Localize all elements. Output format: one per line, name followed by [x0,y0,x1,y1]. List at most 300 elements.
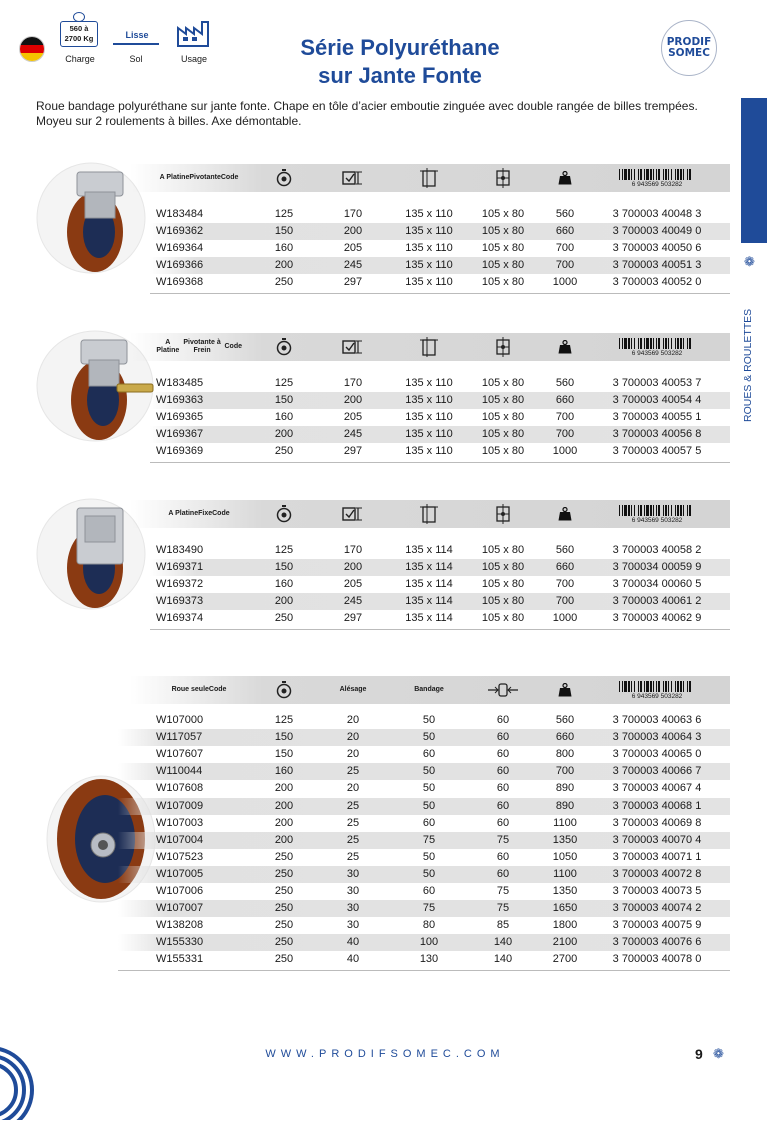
tread-width: 60 [422,885,436,897]
bore-diameter: 40 [346,953,360,966]
wheel-diameter: 150 [274,394,294,407]
hole-spacing: 105 x 80 [481,242,525,255]
column-header-code [156,500,242,528]
load-capacity: 1000 [552,612,578,625]
axle-length: 60 [496,714,510,726]
header-label-line: A Platine [156,339,180,354]
ean-barcode: 3 700003 40074 2 [612,902,702,915]
product-code[interactable]: W107003 [156,816,204,829]
ean-barcode: 3 700003 40048 3 [612,208,702,220]
table-row [118,883,730,900]
axle-length: 140 [493,953,513,966]
load-capacity: 2100 [552,936,578,949]
plate-size-icon [392,164,466,192]
plate-size: 135 x 110 [405,208,453,220]
wheel-diameter: 250 [274,445,294,458]
sidebar-tab [741,98,767,243]
header-label-line: Code [224,343,242,350]
total-height: 297 [343,612,363,625]
table-bottom-rule [150,629,730,630]
load-capacity: 1000 [552,276,578,289]
table-row [150,559,730,576]
wheel-diameter: 150 [274,225,294,238]
axle-length: 75 [496,885,510,897]
total-height: 297 [343,276,363,289]
load-capacity: 700 [555,578,575,591]
plate-size: 135 x 110 [405,445,453,458]
load-capacity: 1000 [552,445,578,458]
axle-length: 60 [496,867,510,880]
product-code[interactable]: W183484 [156,208,204,220]
tread-width: 75 [422,902,436,915]
axle-length: 60 [496,850,510,863]
wheel-diameter: 200 [274,595,294,608]
table-row [150,593,730,610]
bore-diameter: 20 [346,782,360,795]
hole-spacing: 105 x 80 [481,561,525,574]
table-row [118,798,730,815]
bore-diameter: 25 [346,816,360,829]
wheel-diameter: 250 [274,276,294,289]
wheel-diameter: 250 [274,885,294,897]
tread-width: 60 [422,748,436,761]
wheel-diameter: 160 [274,578,294,591]
ean-barcode: 3 700003 40050 6 [612,242,702,255]
wheel-diameter: 160 [274,765,294,778]
hole-spacing: 105 x 80 [481,544,525,556]
plate-size: 135 x 110 [405,377,453,389]
table-bottom-rule [150,293,730,294]
ean-barcode: 3 700003 40075 9 [612,919,702,932]
hole-spacing: 105 x 80 [481,208,525,220]
wheel-diameter: 125 [274,544,294,556]
hole-spacing: 105 x 80 [481,428,525,441]
plate-size: 135 x 110 [405,225,453,238]
table-row [150,392,730,409]
header-label-line: Code [208,686,227,693]
product-code[interactable]: W169367 [156,428,204,441]
ean-barcode: 3 700003 40054 4 [612,394,702,407]
bore-diameter: 30 [346,902,360,915]
load-capacity: 700 [555,595,575,608]
product-code[interactable]: W107006 [156,885,204,897]
hole-spacing: 105 x 80 [481,259,525,272]
wheel-diameter: 150 [274,731,294,744]
tread-width: 50 [422,782,436,795]
load-capacity: 560 [555,208,575,220]
table-row [118,780,730,797]
product-code[interactable]: W169362 [156,225,204,238]
product-code[interactable]: W107004 [156,833,204,846]
table-row [118,934,730,951]
ean-barcode: 3 700003 40051 3 [612,259,702,272]
table-row [118,900,730,917]
axle-length: 60 [496,816,510,829]
table-row [118,815,730,832]
header-label-line: Fixe [198,510,213,517]
ean-barcode: 3 700003 40061 2 [612,595,702,608]
wheel-diameter-icon [258,676,310,704]
total-height: 205 [343,411,363,424]
ean-barcode: 3 700003 40066 7 [612,765,702,778]
wheel-diameter: 160 [274,411,294,424]
plate-size: 135 x 110 [405,394,453,407]
table-row [150,443,730,460]
load-capacity: 700 [555,765,575,778]
bore-diameter: 30 [346,885,360,897]
product-code[interactable]: W107523 [156,850,204,863]
header-label-line: Roue seule [171,686,209,693]
load-capacity: 1350 [552,833,578,846]
ean-barcode: 3 700003 40056 8 [612,428,702,441]
plate-size: 135 x 110 [405,276,453,289]
table-row [150,223,730,240]
tread-width: 50 [422,714,436,726]
total-height: 245 [343,259,363,272]
table-header-band [130,676,730,704]
plate-size: 135 x 110 [405,242,453,255]
wheel-diameter-icon [258,164,310,192]
tread-width: 50 [422,765,436,778]
table-row [118,951,730,968]
product-code[interactable]: W169374 [156,612,204,625]
axle-length: 60 [496,748,510,761]
plate-size: 135 x 110 [405,411,453,424]
ean-barcode: 3 700003 40052 0 [612,276,702,289]
tread-width: 50 [422,850,436,863]
product-code[interactable]: W183485 [156,377,204,389]
ean-barcode: 3 700003 40064 3 [612,731,702,744]
ean-barcode: 3 700003 40076 6 [612,936,702,949]
ean-barcode: 3 700003 40057 5 [612,445,702,458]
wheel-diameter: 200 [274,259,294,272]
prodif-somec-logo: PRODIF SOMEC [661,20,717,76]
total-height: 170 [343,208,363,220]
axle-length: 85 [496,919,510,932]
axle-length: 75 [496,833,510,846]
weight-icon: 560 à 2700 Kg [60,12,100,48]
ean-barcode: 3 700003 40049 0 [612,225,702,238]
plate-size-icon [392,333,466,361]
footer-url[interactable]: WWW.PRODIFSOMEC.COM [265,1048,505,1060]
hole-spacing: 105 x 80 [481,276,525,289]
load-capacity-icon [540,676,590,704]
table-row [150,542,730,559]
product-code[interactable]: W107608 [156,782,204,795]
header-label-line: Code [220,174,239,181]
product-code[interactable]: W169363 [156,394,204,407]
product-code[interactable]: W110044 [156,765,203,778]
hole-spacing: 105 x 80 [481,394,525,407]
wheel-diameter: 125 [274,377,294,389]
axle-length: 75 [496,902,510,915]
load-capacity: 1800 [552,919,578,932]
header-label-line: Pivotante [189,174,221,181]
product-code[interactable]: W169364 [156,242,204,255]
axle-length: 60 [496,782,510,795]
plate-size: 135 x 114 [405,544,453,556]
load-capacity: 560 [555,377,575,389]
wheel-gear-icon: ❁ [713,1046,724,1061]
wheel-diameter: 125 [274,208,294,220]
table-bottom-rule [118,970,730,971]
load-capacity: 660 [555,394,575,407]
wheel-diameter: 250 [274,936,294,949]
ean-barcode: 3 700003 40067 4 [612,782,702,795]
ean-barcode: 3 700034 00060 5 [612,578,702,591]
product-code[interactable]: W155330 [156,936,204,949]
load-capacity: 1350 [552,885,578,897]
table-header-band [130,333,730,361]
wheel-diameter: 250 [274,953,294,966]
ean-barcode: 3 700003 40078 0 [612,953,702,966]
plate-size: 135 x 114 [405,595,453,608]
bore-diameter: 40 [346,936,360,949]
plate-size-icon [392,500,466,528]
tread-width: 100 [419,936,439,949]
bore-diameter: 25 [346,850,360,863]
load-capacity: 890 [555,782,575,795]
load-capacity: 560 [555,714,575,726]
wheel-diameter: 160 [274,242,294,255]
plate-size: 135 x 114 [405,561,453,574]
axle-length: 60 [496,765,510,778]
table-header-band [130,164,730,192]
hole-spacing: 105 x 80 [481,612,525,625]
ean-barcode: 3 700003 40063 6 [612,714,702,726]
bore-diameter: 25 [346,765,360,778]
column-header-code [156,164,242,192]
total-height: 200 [343,561,363,574]
table-row [150,274,730,291]
ean-barcode: 3 700003 40071 1 [612,850,702,863]
total-height-icon [318,500,388,528]
wheel-diameter: 200 [274,816,294,829]
tread-width: 50 [422,867,436,880]
charge-label: Charge [65,54,95,64]
ean-barcode: 3 700003 40062 9 [612,612,702,625]
table-bottom-rule [150,462,730,463]
load-capacity: 800 [555,748,575,761]
total-height: 297 [343,445,363,458]
load-capacity: 1050 [552,850,578,863]
ean-barcode: 3 700003 40069 8 [612,816,702,829]
product-code[interactable]: W169366 [156,259,204,272]
hole-spacing: 105 x 80 [481,411,525,424]
load-capacity-icon [540,333,590,361]
load-capacity: 890 [555,799,575,812]
bore-diameter: 20 [346,731,360,744]
load-capacity: 700 [555,428,575,441]
load-capacity: 700 [555,411,575,424]
bore-diameter: 30 [346,919,360,932]
header-label-line: A Platine [168,510,199,517]
wheel-diameter: 250 [274,850,294,863]
product-code[interactable]: W169368 [156,276,204,289]
barcode-icon: 6 943569 503282 [602,676,712,704]
bore-diameter: 30 [346,867,360,880]
table-row [150,610,730,627]
wheel-diameter: 200 [274,833,294,846]
page-title: Série Polyuréthane sur Jante Fonte [300,35,500,88]
plate-size: 135 x 114 [405,578,453,591]
plate-size: 135 x 114 [405,612,453,625]
ean-barcode: 3 700003 40053 7 [612,377,702,389]
column-header-bandage: Bandage [414,686,444,693]
bore-diameter: 25 [346,833,360,846]
table-row [150,426,730,443]
barcode-icon: 6 943569 503282 [602,500,712,528]
load-capacity: 1650 [552,902,578,915]
product-code[interactable]: W107000 [156,714,204,726]
total-height: 170 [343,544,363,556]
tread-width: 130 [419,953,439,966]
wheel-diameter: 200 [274,799,294,812]
german-flag-icon [19,36,45,62]
product-code[interactable]: W169369 [156,445,204,458]
ean-barcode: 3 700003 40055 1 [612,411,702,424]
floor-icon [113,43,159,45]
axle-length: 60 [496,799,510,812]
column-header-alesage: Alésage [339,686,367,693]
footer-decoration [0,1030,50,1120]
plate-size: 135 x 110 [405,259,453,272]
wheel-diameter: 250 [274,612,294,625]
product-code[interactable]: W138208 [156,919,204,932]
tread-width: 60 [422,816,436,829]
table-row [118,729,730,746]
total-height: 200 [343,225,363,238]
load-capacity: 1100 [553,867,577,880]
tread-width: 50 [422,799,436,812]
sidebar-category: ROUES & ROULETTES [742,308,754,422]
product-description: Roue bandage polyuréthane sur jante fonte. Chape en tôle d’acier emboutie zinguée avec double rangée de billes trempées. Moyeu sur 2 roulements à billes. Axe démontable. [36,99,698,128]
bore-diameter: 25 [346,799,360,812]
wheel-gear-icon: ❁ [744,254,755,269]
table-row [150,375,730,392]
plate-size: 135 x 110 [405,428,453,441]
load-capacity: 700 [555,242,575,255]
barcode-icon: 6 943569 503282 [602,164,712,192]
table-row [118,712,730,729]
axle-length: 60 [496,731,510,744]
table-header-band [130,500,730,528]
load-capacity: 660 [555,561,575,574]
ean-barcode: 3 700034 00059 9 [612,561,702,574]
wheel-diameter: 150 [274,748,294,761]
hole-spacing: 105 x 80 [481,578,525,591]
product-code[interactable]: W169371 [156,561,204,574]
tread-width: 75 [422,833,436,846]
column-header-code [156,333,242,361]
total-height: 205 [343,578,363,591]
table-row [150,240,730,257]
wheel-diameter: 250 [274,867,294,880]
hole-spacing: 105 x 80 [481,445,525,458]
hole-spacing: 105 x 80 [481,377,525,389]
tread-width: 50 [422,731,436,744]
hole-spacing: 105 x 80 [481,225,525,238]
product-code[interactable]: W117057 [156,731,203,744]
wheel-diameter-icon [258,333,310,361]
product-code[interactable]: W107005 [156,867,204,880]
table-row [118,832,730,849]
column-header-code [156,676,242,704]
table-row [118,746,730,763]
hole-spacing: 105 x 80 [481,595,525,608]
product-code[interactable]: W169373 [156,595,204,608]
ean-barcode: 3 700003 40073 5 [612,885,702,897]
table-row [118,849,730,866]
wheel-diameter: 250 [274,919,294,932]
product-code[interactable]: W155331 [156,953,204,966]
table-row [150,206,730,223]
hole-spacing-icon [470,333,536,361]
bore-diameter: 20 [346,748,360,761]
barcode-icon: 6 943569 503282 [602,333,712,361]
header-label-line: Pivotante à Frein [183,339,221,354]
load-capacity: 1100 [553,816,577,829]
ean-barcode: 3 700003 40072 8 [612,867,702,880]
product-code[interactable]: W107007 [156,902,204,915]
page-number: 9 [695,1046,703,1062]
load-capacity: 660 [555,731,575,744]
ean-barcode: 3 700003 40070 4 [612,833,702,846]
table-row [150,257,730,274]
table-row [118,866,730,883]
total-height-icon [318,333,388,361]
table-row [150,576,730,593]
load-capacity-icon [540,164,590,192]
product-code[interactable]: W169365 [156,411,204,424]
total-height: 205 [343,242,363,255]
total-height: 245 [343,595,363,608]
wheel-diameter: 250 [274,902,294,915]
load-capacity: 2700 [552,953,578,966]
ean-barcode: 3 700003 40068 1 [612,799,702,812]
wheel-diameter: 150 [274,561,294,574]
axle-length-icon [466,676,540,704]
axle-length: 140 [493,936,513,949]
hole-spacing-icon [470,164,536,192]
wheel-diameter: 200 [274,428,294,441]
table-row [118,917,730,934]
table-row [150,409,730,426]
floor-label: Sol [129,54,143,64]
product-code[interactable]: W107009 [156,799,204,812]
header-label-line: A Platine [159,174,190,181]
usage-label: Usage [180,54,207,64]
product-code[interactable]: W183490 [156,544,204,556]
load-capacity: 660 [555,225,575,238]
load-capacity: 700 [555,259,575,272]
floor-type-label: Lisse [125,30,149,40]
tread-width: 80 [422,919,436,932]
hole-spacing-icon [470,500,536,528]
header-label-line: Code [212,510,230,517]
ean-barcode: 3 700003 40058 2 [612,544,702,556]
wheel-diameter: 200 [274,782,294,795]
product-code[interactable]: W107607 [156,748,204,761]
total-height-icon [318,164,388,192]
load-capacity: 560 [555,544,575,556]
product-code[interactable]: W169372 [156,578,204,591]
wheel-diameter: 125 [274,714,294,726]
table-row [118,763,730,780]
bore-diameter: 20 [346,714,360,726]
total-height: 170 [343,377,363,389]
ean-barcode: 3 700003 40065 0 [612,748,702,761]
